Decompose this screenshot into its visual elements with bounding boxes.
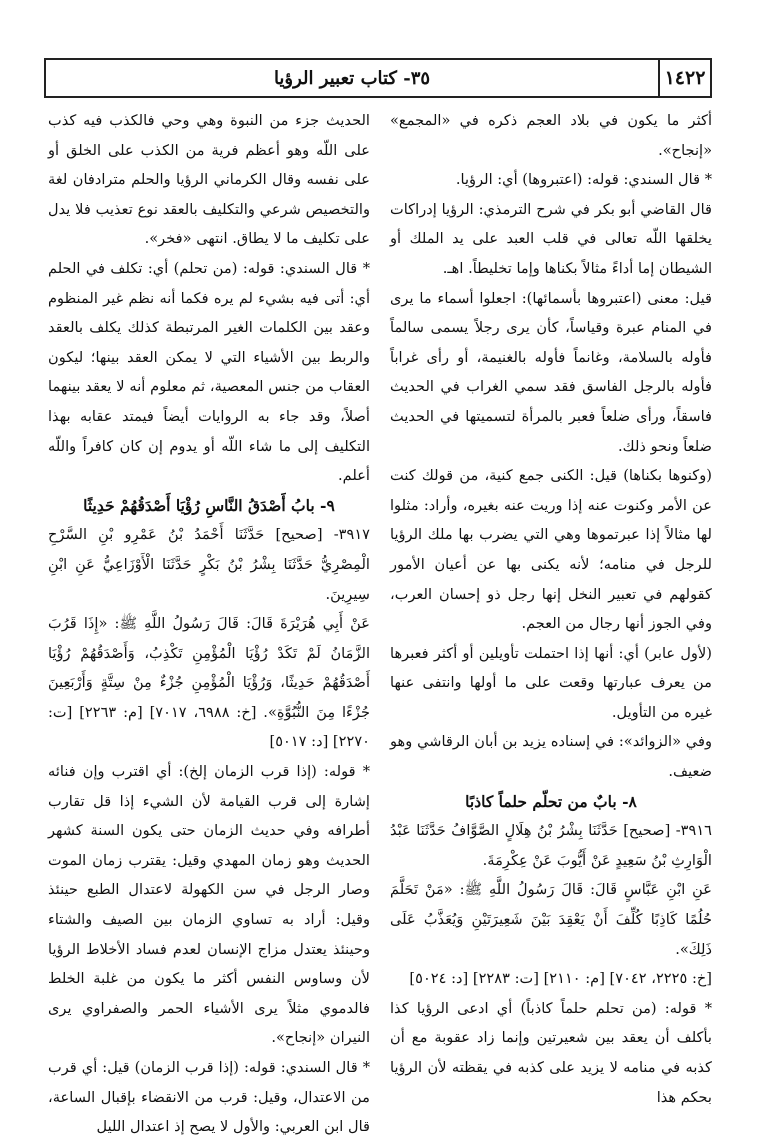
hadith-matn: عَنِ ابْنِ عَبَّاسٍ قَالَ: قَالَ رَسُولُ اللَّهِ ﷺ: «مَنْ تَحَلَّمَ حُلُمًا كَاذِبًا كُلِّفَ أَنْ يَعْقِدَ بَيْنَ شَعِيرَتَيْنِ وَيُعَذَّبُ عَلَى ذَلِكَ». bbox=[390, 881, 712, 958]
right-column bbox=[390, 106, 712, 1106]
paragraph: * قال السندي: قوله: (اعتبروها) أي: الرؤيا. bbox=[455, 171, 712, 189]
paragraph: الحديث جزء من النبوة وهي وحي فالكذب فيه كذب على اللّه وهو أعظم فرية من الكذب على الخلق أو على نفسه وقال الكرماني الرؤيا والحلم مترادفان لغة والتخصيص شرعي والتكليف بالعقد نوع تعذيب فلا يدل على تكليف ما لا يطاق. انتهى «فخر». bbox=[48, 112, 370, 248]
paragraph: قيل: معنى (اعتبروها بأسمائها): اجعلوا أسماء ما يرى في المنام عبرة وقياساً، كأن يرى رجلاً يسمى سالماً فأوله بالسلامة، وغانماً فأوله بالغنيمة، أو رأى غراباً فأوله بالرجل الفاسق فقد سمي الغراب في الحديث فاسقاً، ورأى ضلعاً فعبر بالمرأة لتسميتها في الحديث ضلعاً ونحو ذلك. bbox=[390, 289, 712, 455]
commentary: * قوله: (إذا قرب الزمان إلخ): أي اقترب وإن فنائه إشارة إلى قرب القيامة لأن الشيء إذا قل تقارب أطرافه وفي حديث الزمان حتى يكون السنة كشهر الحديث وهو زمان المهدي وقيل: يقترب زمان الموت وصار الرجل في سن الكهولة لاعتدال الطبع حينئذ وقيل: أراد به تساوي الزمان بين الصيف والشتاء وحينئذ يعتدل مزاج الإنسان لعدم فساد الأخلاط الرؤيا لأن وساوس النفس أكثر ما يكون من غلبة الخلط فالدموي مثلاً يرى الأشياء الحمر والصفراوي يرى النيران «إنجاح». bbox=[48, 763, 370, 1047]
commentary: * قوله: (من تحلم حلماً كاذباً) أي ادعى الرؤيا كذا بأكلف أن يعقد بين شعيرتين وإنما زاد عقوبة مع أن كذبه في منامه لا يزيد على كذبه في يقظته لأن الرؤيا بحكم هذا bbox=[390, 999, 712, 1106]
paragraph: * قال السندي: قوله: (من تحلم) أي: تكلف في الحلم أي: أتى فيه بشيء لم يره فكما أنه نظم غير المنظوم وعقد بين الكلمات الغير المرتبطة كذلك يكلف بالعقد والربط بين الأشياء التي لا يمكن العقد بينها؛ ليكون العقاب من جنس المعصية، ثم معلوم أنه لا يعقد بينهما أصلاً، وقد جاء به الروايات أيضاً فيمتد عقابه بهذا التكليف إلى ما شاء اللّه أو يدوم إن كان كافراً واللّه أعلم. bbox=[48, 259, 370, 485]
hadith-matn: عَنْ أَبِي هُرَيْرَةَ قَالَ: قَالَ رَسُولُ اللَّهِ ﷺ: «إِذَا قَرُبَ الزَّمَانُ لَمْ تَكَدْ رُؤْيَا الْمُؤْمِنِ تَكْذِبُ، وَأَصْدَقُهُمْ رُؤْيَا أَصْدَقُهُمْ حَدِيثًا، وَرُؤْيَا الْمُؤْمِنِ جُزْءٌ مِنْ سِتَّةٍ وَأَرْبَعِينَ جُزْءًا مِنَ النُّبُوَّةِ». [خ: ٦٩٨٨، ٧٠١٧] [م: ٢٢٦٣] [ت: ٢٢٧٠] [د: ٥٠١٧] bbox=[48, 615, 370, 751]
paragraph: وفي «الزوائد»: في إسناده يزيد بن أبان الرقاشي وهو ضعيف. bbox=[390, 733, 712, 781]
commentary: * قال السندي: قوله: (إذا قرب الزمان) قيل: أي قرب من الاعتدال، وقيل: قرب من الانقضاء بإقبال الساعة، قال ابن العربي: والأول لا يصح إذ اعتدال الليل bbox=[48, 1059, 370, 1136]
section-heading: ٨- بابٌ من تحلّم حلماً كاذبًا bbox=[465, 791, 637, 811]
page-number: ١٤٢٢ bbox=[664, 67, 706, 89]
header-divider bbox=[658, 60, 660, 96]
hadith-references: [خ: ٢٢٢٥، ٧٠٤٢] [م: ٢١١٠] [ت: ٢٢٨٣] [د: ٥٠٢٤] bbox=[409, 970, 712, 988]
hadith-isnad: ٣٩١٦- [صحيح] حَدَّثَنَا بِشْرُ بْنُ هِلَالٍ الصَّوَّافُ حَدَّثَنَا عَبْدُ الْوَارِثِ بْنُ سَعِيدٍ عَنْ أَيُّوبَ عَنْ عِكْرِمَةَ. bbox=[390, 822, 712, 869]
left-column bbox=[48, 106, 370, 1136]
paragraph: (لأول عابر) أي: أنها إذا احتملت تأويلين أو أكثر فعبرها من يعرف عبارتها وقعت على ما أولها وانتفى عنها غيره من التأويل. bbox=[390, 644, 712, 721]
page-header bbox=[44, 58, 712, 98]
hadith-isnad: ٣٩١٧- [صحيح] حَدَّثَنَا أَحْمَدُ بْنُ عَمْرِو بْنِ السَّرْحِ الْمِصْرِيُّ حَدَّثَنَا بِشْرُ بْنُ بَكْرٍ حَدَّثَنَا الْأَوْزَاعِيُّ عَنِ ابْنِ سِيرِينَ. bbox=[48, 526, 370, 603]
paragraph: (وكنوها بكناها) قيل: الكنى جمع كنية، من قولك كنت عن الأمر وكنوت عنه إذا وريت عنه بغيره، وأراد: مثلوا لها مثالاً إذا عبرتموها وهي التي يضرب بها ملك الرؤيا للرجل في منامه؛ لأنه يكنى بها عن أعيان الأمور كقولهم في تعبير النخل إنها رجل ذو إحسان العرب، وفي الجوز أنها رجال من العجم. bbox=[390, 467, 712, 633]
section-heading: ٩- بابُ أَصْدَقُ النَّاسِ رُؤْيَا أَصْدَقُهُمْ حَدِيثًا bbox=[83, 495, 335, 515]
paragraph: أكثر ما يكون في بلاد العجم ذكره في «المجمع» «إنجاح». bbox=[390, 112, 712, 159]
chapter-title: ٣٥- كتاب تعبير الرؤيا bbox=[273, 67, 431, 89]
paragraph: قال القاضي أبو بكر في شرح الترمذي: الرؤيا إدراكات يخلقها اللّه تعالى في قلب العبد على يد الملك أو الشيطان إما أداءً مثالاً بكناها وإما تخليطاً. اهـ. bbox=[390, 200, 712, 277]
